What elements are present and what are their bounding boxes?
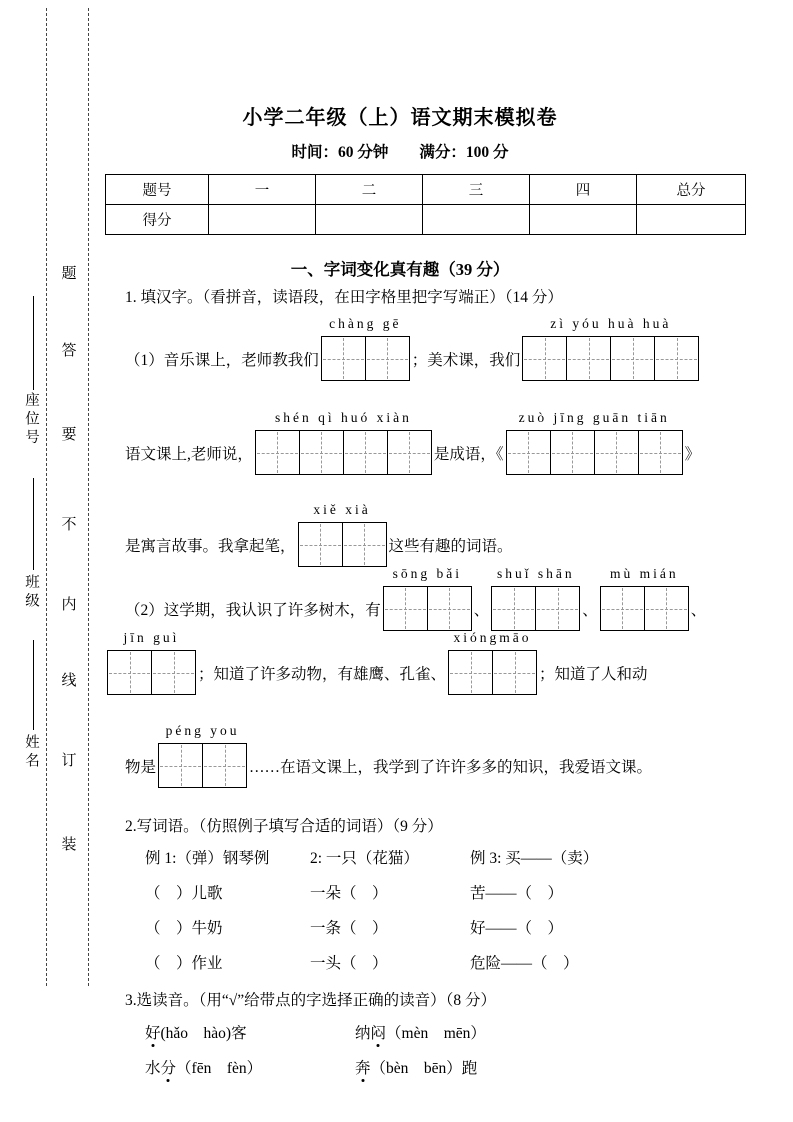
tianzige-cell: [492, 587, 536, 630]
score-table-header-cell: 二: [316, 175, 423, 205]
q2-row: [145, 916, 563, 938]
tianzige-cell: [595, 431, 639, 474]
tianzige-cell: [655, 337, 698, 380]
tianzige-box-group: [506, 410, 683, 475]
q3-item: [145, 1021, 355, 1043]
exam-time-score-line: 时间：60 分钟 满分：100 分: [291, 144, 509, 161]
q1-line-2: [125, 410, 701, 475]
q3-item-options: （fēn fèn）: [176, 1060, 263, 1077]
q2-cell: 例 3: 买——（卖）: [470, 850, 599, 867]
name-label: 姓名: [23, 734, 39, 771]
q2-cell: （ ）作业: [145, 955, 223, 972]
q3-item-prefix: 纳: [355, 1025, 371, 1042]
q1-text: ；知道了许多动物，有雄鹰、孔雀、: [198, 665, 447, 683]
binding-text-char: 答: [61, 343, 77, 359]
q1-text: 语文课上,老师说，: [125, 445, 253, 463]
pinyin-label: péng you: [165, 723, 240, 738]
q1-text: 》: [684, 445, 701, 463]
q3-dotted-char: 分: [160, 1060, 177, 1077]
binding-text-char: 不: [61, 517, 77, 533]
pinyin-label: zì yóu huà huà: [550, 316, 672, 331]
q3-label: 3.选读音。（用“√”给带点的字选择正确的读音）（8 分）: [125, 992, 497, 1009]
q3-item-options: (hǎo hào)客: [160, 1025, 247, 1042]
tianzige-cell: [344, 431, 388, 474]
tianzige-cell: [493, 651, 536, 694]
tianzige-cell: [507, 431, 551, 474]
tianzige-cell: [108, 651, 152, 694]
q1-text: （2）这学期，我认识了许多树木，有: [125, 601, 381, 619]
page-title: 小学二年级（上）语文期末模拟卷: [242, 107, 558, 129]
score-cell-blank: [209, 205, 316, 235]
score-cell-blank: [530, 205, 637, 235]
score-row-label: 得分: [106, 205, 209, 235]
tianzige-cell: [384, 587, 428, 630]
binding-text-char: 线: [61, 673, 77, 689]
tianzige-cell: [639, 431, 682, 474]
q3-dotted-char: 奔: [355, 1060, 371, 1077]
tianzige-cell: [366, 337, 409, 380]
binding-text-char: 题: [61, 266, 77, 282]
list-separator: 、: [690, 601, 707, 619]
score-table-header-cell: 总分: [637, 175, 746, 205]
tianzige-box-group: [321, 316, 410, 381]
pinyin-label: jīn guì: [123, 630, 180, 645]
q1-text: ……在语文课上，我学到了许许多多的知识，我爱语文课。: [249, 758, 653, 776]
score-cell-blank: [423, 205, 530, 235]
tianzige-cell: [611, 337, 655, 380]
q1-line-4: [125, 566, 707, 631]
q3-dotted-char: 好: [145, 1025, 161, 1042]
q1-text: 这些有趣的词语。: [388, 537, 513, 555]
q3-row: [145, 1021, 486, 1043]
q2-cell: 一头（ ）: [310, 955, 388, 972]
score-cell-blank: [637, 205, 746, 235]
tianzige-box-group: [298, 502, 387, 567]
q1-line-6: [125, 723, 653, 788]
q1-text: 是寓言故事。我拿起笔，: [125, 537, 296, 555]
q2-row: [145, 881, 563, 903]
tianzige-box-group: [158, 723, 247, 788]
score-table-score-row: [106, 205, 746, 235]
q2-cell: 一朵（ ）: [310, 885, 388, 902]
score-table-header-row: [106, 175, 746, 205]
q1-text: 是成语，《: [433, 445, 504, 463]
tianzige-cell: [551, 431, 595, 474]
q3-item-options: （mèn mēn）: [386, 1025, 486, 1042]
q2-cell: 例 1:（弹）钢琴例: [145, 850, 270, 867]
list-separator: 、: [473, 601, 490, 619]
pinyin-label: xiě xià: [313, 502, 371, 517]
tianzige-cell: [203, 744, 246, 787]
score-cell-blank: [316, 205, 423, 235]
tianzige-box-group: [255, 410, 432, 475]
class-blank-line: [33, 478, 34, 570]
q3-item: [145, 1056, 355, 1078]
q1-line-5: [105, 630, 648, 695]
pinyin-label: zuò jīng guān tiān: [518, 410, 670, 425]
score-table-header-cell: 一: [209, 175, 316, 205]
tianzige-box-group: [522, 316, 699, 381]
score-table-header-cell: 三: [423, 175, 530, 205]
tianzige-box-group: [107, 630, 196, 695]
tianzige-cell: [523, 337, 567, 380]
tianzige-box-group: [600, 566, 689, 631]
seat-number-blank-line: [33, 296, 34, 390]
q2-cell: （ ）儿歌: [145, 885, 223, 902]
tianzige-box-group: [491, 566, 580, 631]
tianzige-cell: [567, 337, 611, 380]
q2-cell: 苦——（ ）: [470, 885, 564, 902]
q1-label: 1. 填汉字。（看拼音，读语段，在田字格里把字写端正）（14 分）: [125, 289, 563, 306]
tianzige-cell: [322, 337, 366, 380]
q3-item-prefix: 水: [145, 1060, 161, 1077]
section1-heading: 一、字词变化真有趣（39 分）: [290, 260, 510, 279]
score-table-header-cell: 题号: [106, 175, 209, 205]
binding-text-char: 要: [61, 427, 77, 443]
tianzige-cell: [152, 651, 195, 694]
q1-text: ；美术课，我们: [411, 351, 521, 369]
name-blank-line: [33, 640, 34, 730]
q1-line-3: [125, 502, 513, 567]
tianzige-cell: [256, 431, 300, 474]
q1-text: 物是: [125, 758, 157, 776]
seat-number-label: 座位号: [23, 392, 39, 448]
binding-text-char: 订: [61, 753, 77, 769]
tianzige-cell: [645, 587, 688, 630]
pinyin-label: chàng gē: [329, 316, 402, 331]
q1-text: （1）音乐课上，老师教我们: [125, 351, 319, 369]
q3-item: [355, 1021, 486, 1043]
q2-label: 2.写词语。（仿照例子填写合适的词语）（9 分）: [125, 818, 443, 835]
tianzige-box-group: [448, 630, 537, 695]
tianzige-cell: [449, 651, 493, 694]
q1-line-1: [125, 316, 701, 381]
score-table-header-cell: 四: [530, 175, 637, 205]
pinyin-label: shuǐ shān: [496, 566, 575, 581]
q3-item-options: （bèn bēn）跑: [370, 1060, 478, 1077]
tianzige-cell: [388, 431, 431, 474]
tianzige-cell: [601, 587, 645, 630]
tianzige-cell: [343, 523, 386, 566]
tianzige-cell: [536, 587, 579, 630]
binding-dashed-line-left: [46, 8, 47, 986]
q2-cell: 一条（ ）: [310, 920, 388, 937]
q2-cell: 危险——（ ）: [470, 955, 579, 972]
binding-text-char: 内: [61, 597, 77, 613]
q2-cell: 2: 一只（花猫）: [310, 850, 419, 867]
class-label: 班级: [23, 574, 39, 611]
pinyin-label: xióngmāo: [453, 630, 532, 645]
pinyin-label: shén qì huó xiàn: [274, 410, 412, 425]
q3-item: [355, 1056, 477, 1078]
tianzige-cell: [300, 431, 344, 474]
q1-text: ；知道了人和动: [539, 665, 648, 683]
list-separator: 、: [582, 601, 598, 619]
q2-row: [145, 951, 579, 973]
q2-cell: （ ）牛奶: [145, 920, 223, 937]
tianzige-cell: [159, 744, 203, 787]
pinyin-label: sōng bǎi: [392, 566, 462, 581]
tianzige-box-group: [383, 566, 472, 631]
q2-example-row: [145, 846, 598, 868]
binding-text-char: 装: [61, 837, 77, 853]
q3-row: [145, 1056, 477, 1078]
tianzige-cell: [299, 523, 343, 566]
q3-dotted-char: 闷: [370, 1025, 387, 1042]
pinyin-label: mù mián: [609, 566, 679, 581]
score-table: [105, 174, 746, 235]
tianzige-cell: [428, 587, 471, 630]
q2-cell: 好——（ ）: [470, 920, 564, 937]
